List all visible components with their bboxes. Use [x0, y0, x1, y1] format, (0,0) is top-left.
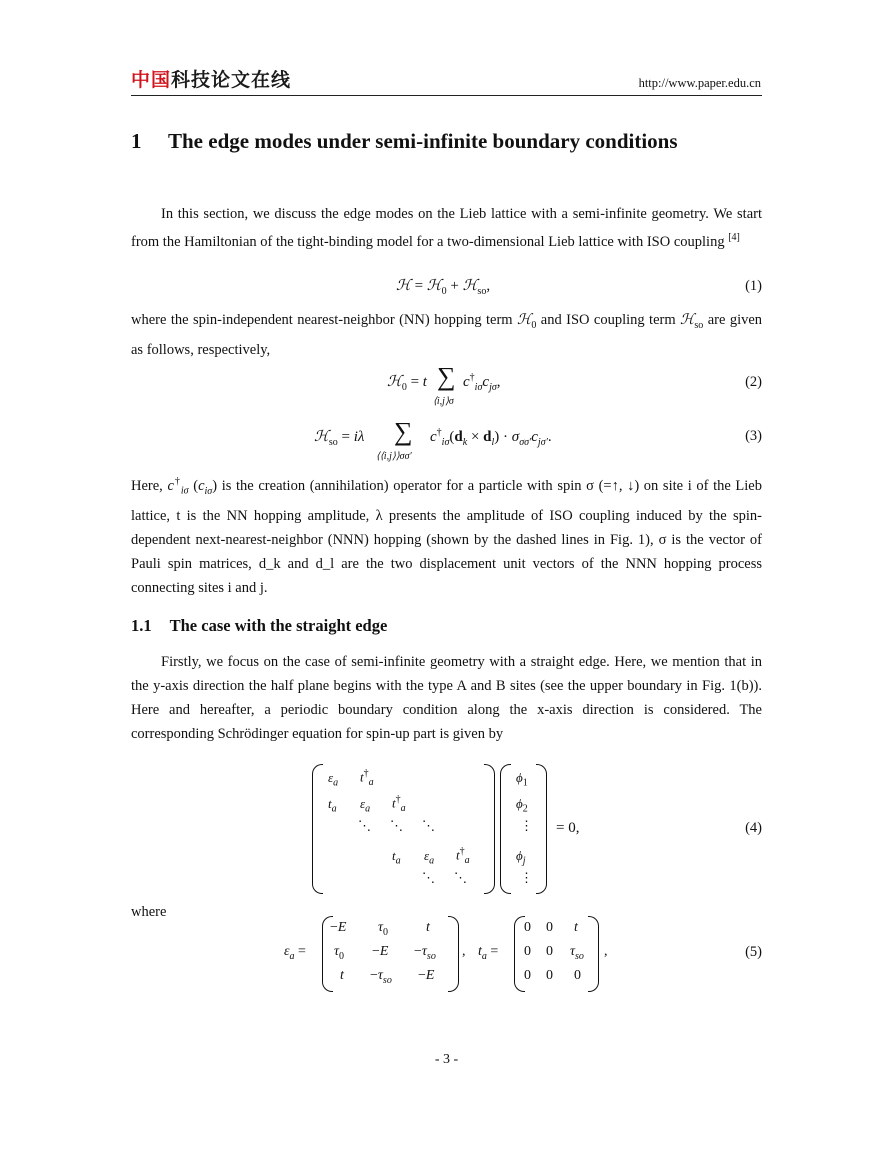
equation-1-number: (1): [745, 278, 762, 294]
page-number: - 3 -: [434, 1052, 459, 1067]
citation-ref[interactable]: [4]: [728, 232, 740, 243]
section-heading: The edge modes under semi-infinite boundary conditions: [168, 129, 678, 153]
matrix-bracket-left: [312, 764, 323, 894]
intro-paragraph: [131, 202, 762, 254]
where-text-2: and ISO coupling term: [540, 312, 676, 328]
here-paragraph: Here, $c^\dagger_{i\sigma}$ $(c_{i\sigma})$ is the creation (annihilation) operator for a particle with spin σ (=↑, ↓) on site i of the Lieb lattice, t is the NN hopping amplitude, λ presents the amplitude of ISO coupling induced by the spin-dependent next-nearest-neighbor (NNN) hopping (shown by the dashed lines in Fig. 1), σ is the vector of Pauli spin matrices, d_k and d_l are the two displacement unit vectors of the NNN hopping process connecting sites i and j.: [131, 476, 762, 596]
where-paragraph: where the spin-independent nearest-neighbor (NN) hopping term ℋ$_0$ and ISO coupling term ℋ$_{so}$ are given as follows, respectively,: [131, 312, 763, 358]
subsection-number: 1.1: [131, 616, 152, 635]
equation-2-number: (2): [745, 374, 762, 390]
intro-text: In this section, we discuss the edge modes on the Lieb lattice with a semi-infinite geometry. We start from the Hamiltonian of the tight-binding model for a two-dimensional Lieb lattice with ISO coupling: [131, 206, 762, 250]
logo-red-text: 中国: [131, 69, 172, 91]
journal-logo: [131, 68, 291, 92]
where-text-3: are given as follows, respectively,: [131, 312, 763, 358]
subsection-heading: The case with the straight edge: [169, 616, 388, 635]
equation-5-number: (5): [745, 944, 762, 960]
vector-bracket-right: [536, 764, 547, 894]
equation-3-number: (3): [745, 428, 762, 444]
subsection-paragraph: [131, 650, 762, 746]
where-label: where: [131, 904, 167, 920]
header-rule: [131, 95, 762, 96]
logo-dark-text: 科技论文在线: [171, 69, 292, 91]
page-header: [131, 66, 761, 96]
matrix-bracket-right: [484, 764, 495, 894]
paper-page: 中国科技论文在线 http://www.paper.edu.cn 1 The edge modes under semi-infinite boundary conditions In this section, we discuss the edge modes on the Lieb lattice with a semi-infinite geometry. We start from the Hamiltonian of the tight-binding model for a two-dimensional Lieb lattice with ISO coupling [4] ℋ = ℋ$_0$ + ℋ$_{so}$, (1) where the spin-independent nearest-neighbor (NN) hopping term ℋ$_0$ and ISO coupling term ℋ$_{so}$ are given as follows, respectively, ℋ$_0$ = t ∑ ⟨i,j⟩σ $c^\dagger_{i\sigma}c_{j\sigma}$, (2) ℋ$_{so}$ = iλ ∑ ⟨⟨i,j⟩⟩σσ′ $c^\dagger_{i\sigma}(d_k \times d_l) \cdot \sigma_{\sigma\sigma'}c_{j\sigma'}$. (3) Here, $c^\dagger_{i\sigma}$ $(c_{i\sigma})$ is the creation (annihilation) operator for a particle with spin σ (=↑, ↓) on site i of the Lieb lattice, t is the NN hopping amplitude, λ presents the amplitude of ISO coupling induced by the spin-dependent next-nearest-neighbor (NNN) hopping (shown by the dashed lines in Fig. 1), σ is the vector of Pauli spin matrices, d_k and d_l are the two displacement unit vectors of the NNN hopping process connecting sites i and j. 1.1 The case with the straight edge Firstly, we focus on the case of semi-infinite geometry with a straight edge. Here, we mention that in the y-axis direction the half plane begins with the type A and B sites (see the upper boundary in Fig. 1(b)). Here and hereafter, a periodic boundary condition along the x-axis direction is considered. The corresponding Schrödinger equation for spin-up part is given by $\varepsilon_a$ $t^\dagger_a$ $t_a$ $\varepsilon_a$ $t^\dagger_a$ ⋱ ⋱ ⋱ $t_a$ $\varepsilon_a$ $t^\dagger_a$ ⋱ ⋱ $\phi_1$ $\phi_2$ ⋮ $\phi_j$ ⋮ = 0, (4) where $\varepsilon_a$ = −E $\tau_0$ t $\tau_0$ −E $-\tau_{so}$ t $-\tau_{so}$ −E , $t_a$ = 0 0 t 0 0 $\tau_{so}$ 0 0 0 , (5) - 3 -: [0, 0, 893, 1155]
subsection-text: Firstly, we focus on the case of semi-infinite geometry with a straight edge. Here, we mention that in the y-axis direction the half plane begins with the type A and B sites (see the upper boundary in Fig. 1(b)). Here and hereafter, a periodic boundary condition along the x-axis direction is considered. The corresponding Schrödinger equation for spin-up part is given by: [131, 654, 762, 742]
subsection-title: [131, 614, 387, 638]
equation-1: ℋ = ℋ$_0$ + ℋ$_{so}$,: [396, 278, 491, 297]
equation-4-number: (4): [745, 820, 762, 836]
header-url[interactable]: http://www.paper.edu.cn: [638, 76, 761, 90]
vector-bracket-left: [500, 764, 511, 894]
here-text: is the creation (annihilation) operator for a particle with spin σ (=↑, ↓) on site i of the Lieb lattice, t is the NN hopping amplitude, λ presents the amplitude of ISO coupling induced by the spin-dependent next-nearest-neighbor (NNN) hopping (shown by the dashed lines in Fig. 1), σ is the vector of Pauli spin matrices, d_k and d_l are the two displacement unit vectors of the NNN hopping process connecting sites i and j.: [131, 477, 762, 596]
equation-5: $\varepsilon_a$ = −E $\tau_0$ t $\tau_0$ −E $-\tau_{so}$ t $-\tau_{so}$ −E , $t_a$ = 0 0 t 0 0 $\tau_{so}$ 0 0 0 ,: [284, 916, 614, 992]
where-text-1: where the spin-independent nearest-neighbor (NN) hopping term: [131, 312, 513, 328]
section-number: 1: [131, 129, 142, 153]
equation-4: $\varepsilon_a$ $t^\dagger_a$ $t_a$ $\varepsilon_a$ $t^\dagger_a$ ⋱ ⋱ ⋱ $t_a$ $\varepsilon_a$ $t^\dagger_a$ ⋱ ⋱ $\phi_1$ $\phi_2$ ⋮ $\phi_j$ ⋮ = 0,: [312, 764, 602, 894]
